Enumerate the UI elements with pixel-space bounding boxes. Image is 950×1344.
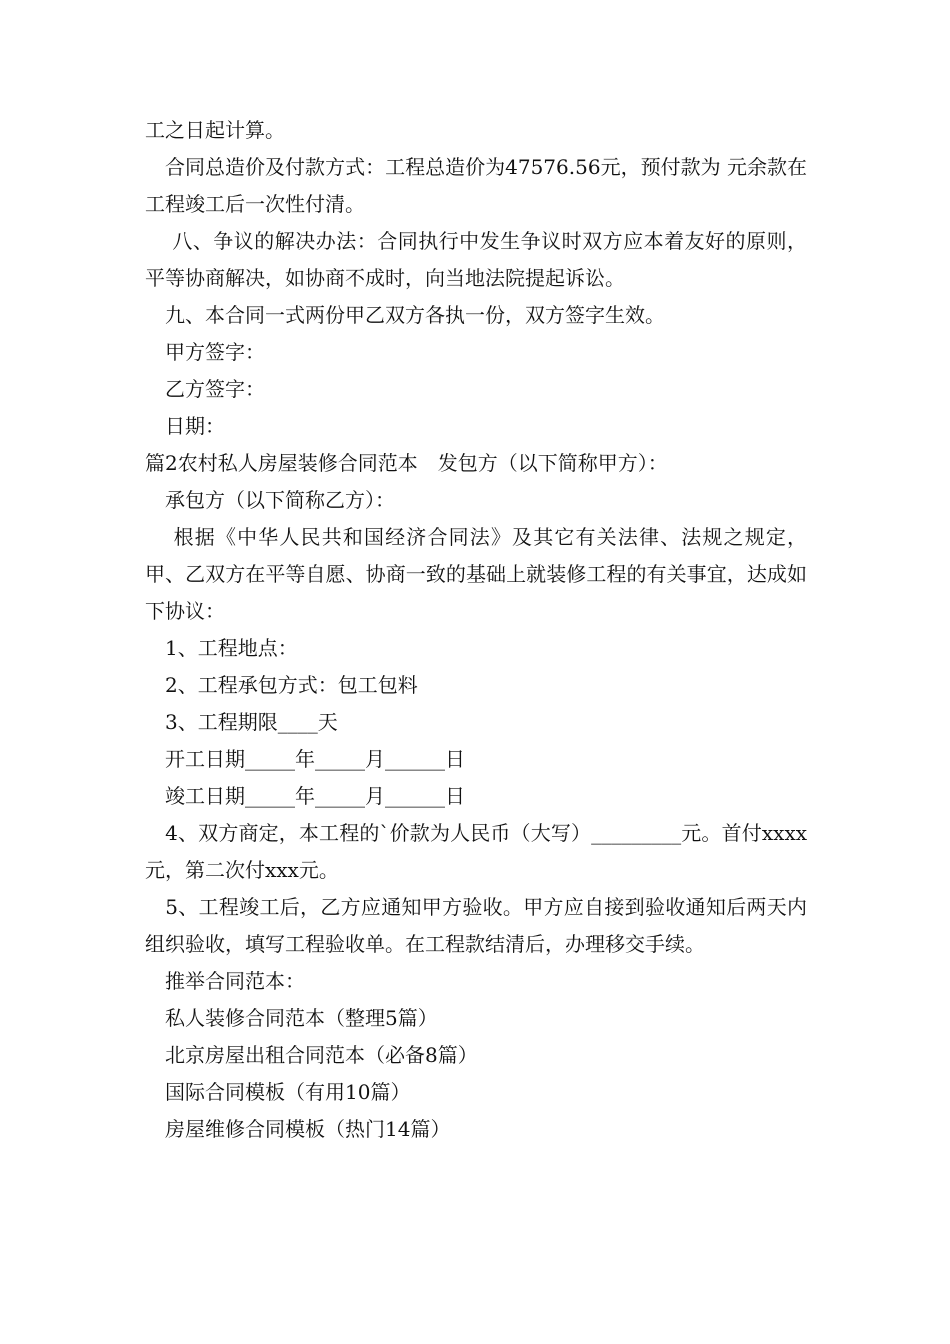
paragraph-party-a-signature: 甲方签字：: [145, 340, 265, 364]
paragraph-total-price: 合同总造价及付款方式：工程总造价为47576.56元，预付款为 元余款在工程竣工后一次性付清。: [145, 155, 807, 216]
paragraph-start-date-note: 工之日起计算。: [145, 118, 285, 142]
recommended-link-1: 私人装修合同范本（整理5篇）: [145, 1006, 438, 1030]
paragraph-payment-terms: 4、双方商定，本工程的`价款为人民币（大写）_________元。首付xxxx元，第二次付xxx元。: [145, 821, 807, 882]
paragraph-start-date: 开工日期_____年_____月______日: [145, 747, 465, 771]
recommended-link-3: 国际合同模板（有用10篇）: [145, 1080, 411, 1104]
paragraph-section-2-heading: 篇2农村私人房屋装修合同范本 发包方（以下简称甲方）：: [145, 451, 668, 475]
paragraph-completion-date: 竣工日期_____年_____月______日: [145, 784, 465, 808]
paragraph-recommended-heading: 推举合同范本：: [145, 969, 305, 993]
paragraph-contractor: 承包方（以下简称乙方）：: [145, 488, 395, 512]
paragraph-acceptance: 5、工程竣工后，乙方应通知甲方验收。甲方应自接到验收通知后两天内组织验收，填写工程验收单。在工程款结清后，办理移交手续。: [145, 895, 807, 956]
paragraph-project-duration: 3、工程期限____天: [145, 710, 338, 734]
paragraph-contract-method: 2、工程承包方式：包工包料: [145, 673, 418, 697]
paragraph-legal-basis: 根据《中华人民共和国经济合同法》及其它有关法律、法规之规定，甲、乙双方在平等自愿、协商一致的基础上就装修工程的有关事宜，达成如下协议：: [145, 525, 807, 623]
document-page: [145, 112, 807, 1148]
paragraph-party-b-signature: 乙方签字：: [145, 377, 265, 401]
paragraph-copies: 九、本合同一式两份甲乙双方各执一份，双方签字生效。: [145, 303, 665, 327]
paragraph-dispute-resolution: 八、争议的解决办法：合同执行中发生争议时双方应本着友好的原则，平等协商解决，如协商不成时，向当地法院提起诉讼。: [145, 229, 807, 290]
paragraph-project-location: 1、工程地点：: [145, 636, 298, 660]
paragraph-date: 日期：: [145, 414, 225, 438]
recommended-link-2: 北京房屋出租合同范本（必备8篇）: [145, 1043, 478, 1067]
recommended-link-4: 房屋维修合同模板（热门14篇）: [145, 1117, 451, 1141]
